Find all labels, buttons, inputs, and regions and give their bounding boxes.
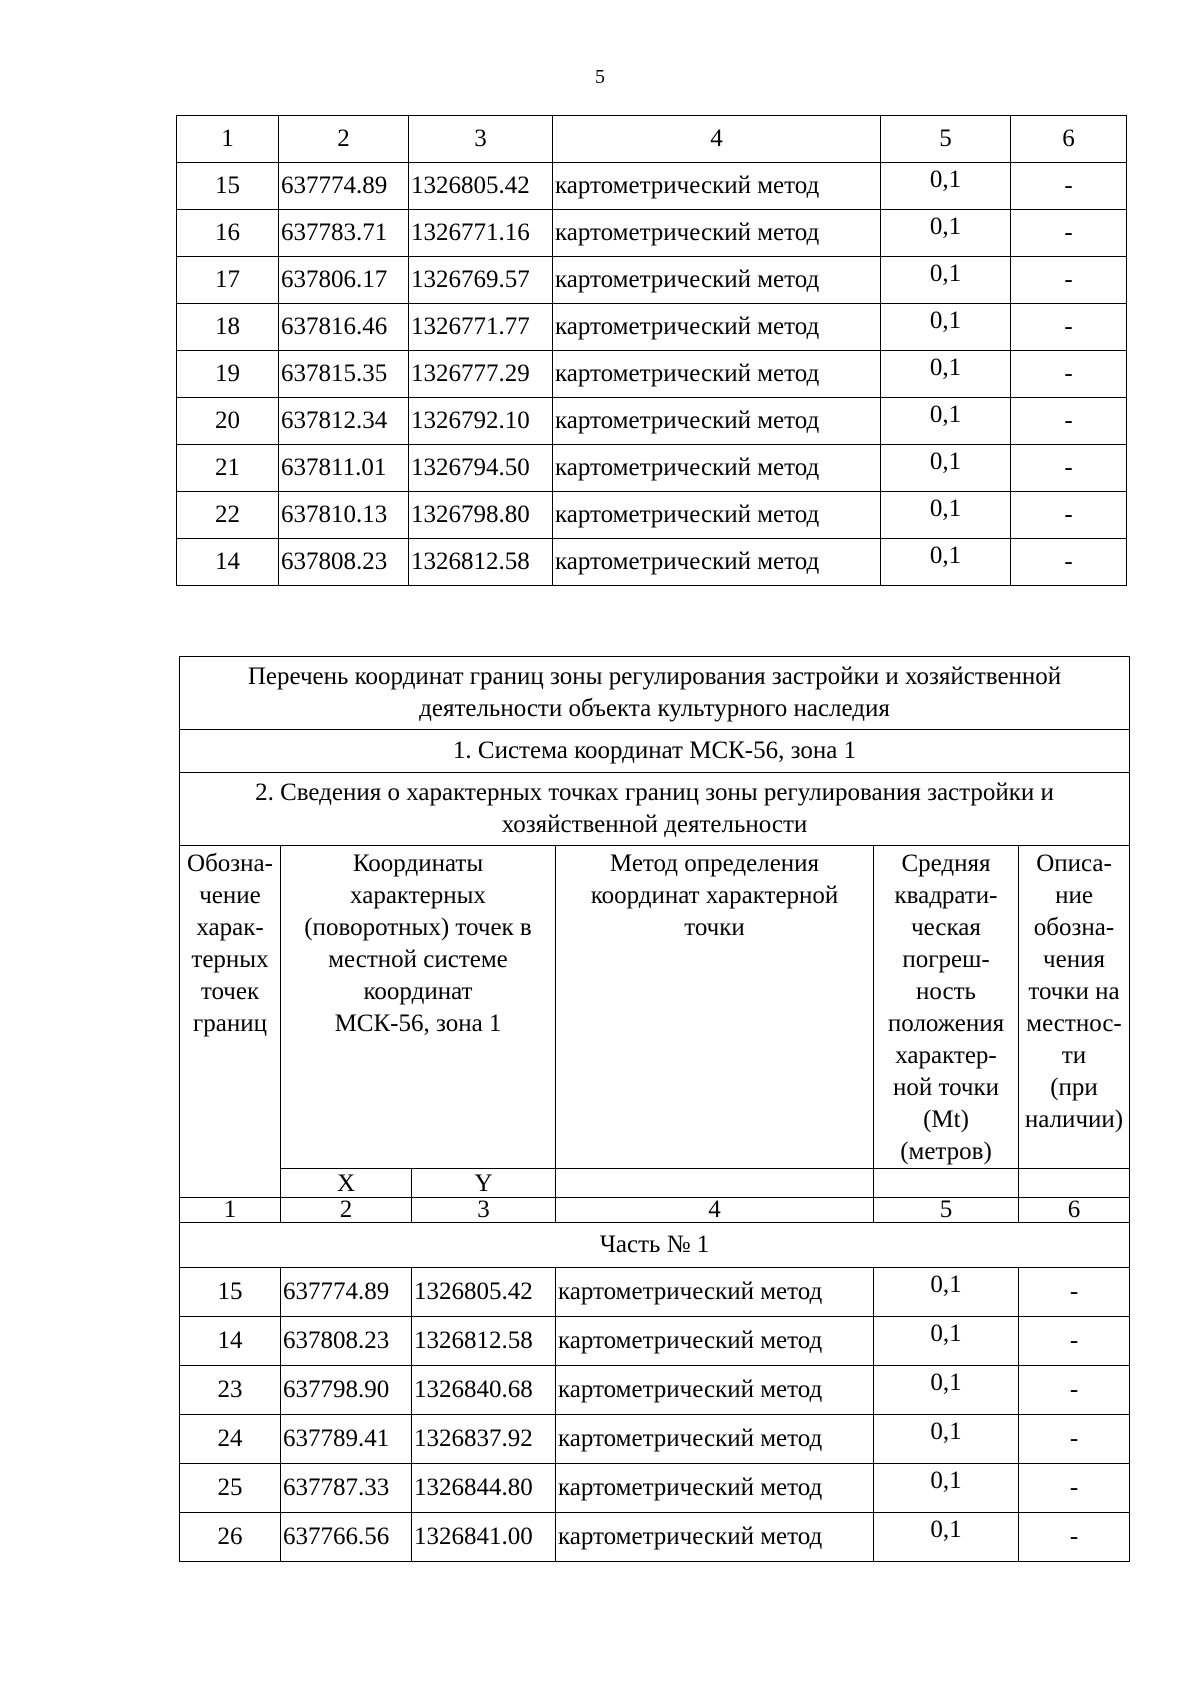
point-id: 23: [180, 1366, 281, 1415]
coord-x: 637808.23: [279, 539, 409, 586]
point-id: 15: [177, 163, 279, 210]
description: -: [1011, 539, 1127, 586]
col-header-description: Описа- ние обозна- чения точки на местнос- ти (при наличии): [1019, 846, 1130, 1169]
coord-y: 1326805.42: [412, 1268, 556, 1317]
col-header-method: Метод определения координат характерной точки: [556, 846, 874, 1169]
col-header-coordinates: Координаты характерных (поворотных) точек в местной системе координат МСК-56, зона 1: [281, 846, 556, 1169]
coord-x: 637808.23: [281, 1317, 412, 1366]
x-label: X: [281, 1169, 412, 1198]
error-value: 0,1: [881, 351, 1011, 398]
coord-y: 1326812.58: [409, 539, 553, 586]
column-number: 3: [412, 1198, 556, 1223]
column-number: 1: [180, 1198, 281, 1223]
error-value: 0,1: [874, 1366, 1019, 1415]
error-value: 0,1: [881, 492, 1011, 539]
error-value: 0,1: [874, 1415, 1019, 1464]
coord-system-row: [180, 730, 1130, 773]
error-value: 0,1: [881, 163, 1011, 210]
col-header-designation: Обозна- чение харак- терных точек границ: [180, 846, 281, 1198]
column-number: 4: [556, 1198, 874, 1223]
error-value: 0,1: [881, 304, 1011, 351]
empty-cell: [556, 1169, 874, 1198]
error-value: 0,1: [881, 257, 1011, 304]
col-header-error: Средняя квадрати- ческая погреш- ность положения характер- ной точки (Mt) (метров): [874, 846, 1019, 1169]
description: -: [1019, 1513, 1130, 1562]
coordinates-table-continuation: [176, 115, 1127, 586]
point-id: 14: [180, 1317, 281, 1366]
description: -: [1019, 1415, 1130, 1464]
description: -: [1019, 1268, 1130, 1317]
coord-x: 637811.01: [279, 445, 409, 492]
point-id: 22: [177, 492, 279, 539]
header-cell: 3: [409, 116, 553, 163]
description: -: [1011, 163, 1127, 210]
point-id: 21: [177, 445, 279, 492]
coord-y: 1326837.92: [412, 1415, 556, 1464]
method: картометрический метод: [556, 1366, 874, 1415]
coord-x: 637816.46: [279, 304, 409, 351]
table-row: [177, 398, 1127, 445]
xy-header-row: [180, 1169, 1130, 1198]
table-row: [180, 1268, 1130, 1317]
method: картометрический метод: [553, 445, 881, 492]
coord-y: 1326794.50: [409, 445, 553, 492]
point-id: 15: [180, 1268, 281, 1317]
header-cell: 5: [881, 116, 1011, 163]
coord-y: 1326777.29: [409, 351, 553, 398]
coord-x: 637798.90: [281, 1366, 412, 1415]
point-id: 25: [180, 1464, 281, 1513]
empty-cell: [874, 1169, 1019, 1198]
error-value: 0,1: [881, 210, 1011, 257]
point-id: 16: [177, 210, 279, 257]
coord-x: 637766.56: [281, 1513, 412, 1562]
description: -: [1019, 1317, 1130, 1366]
coord-y: 1326771.77: [409, 304, 553, 351]
coordinates-list-table: [179, 656, 1130, 1562]
part-label: Часть № 1: [180, 1223, 1130, 1268]
method: картометрический метод: [553, 257, 881, 304]
method: картометрический метод: [553, 210, 881, 257]
description: -: [1011, 304, 1127, 351]
coord-y: 1326805.42: [409, 163, 553, 210]
table-row: [180, 1513, 1130, 1562]
method: картометрический метод: [553, 304, 881, 351]
coord-x: 637789.41: [281, 1415, 412, 1464]
coord-x: 637810.13: [279, 492, 409, 539]
coord-y: 1326840.68: [412, 1366, 556, 1415]
method: картометрический метод: [553, 163, 881, 210]
coord-x: 637806.17: [279, 257, 409, 304]
table-title: Перечень координат границ зоны регулирования застройки и хозяйственной деятельности объекта культурного наследия: [180, 657, 1130, 730]
table-row: [177, 492, 1127, 539]
method: картометрический метод: [553, 398, 881, 445]
method: картометрический метод: [556, 1317, 874, 1366]
description: -: [1011, 445, 1127, 492]
point-id: 26: [180, 1513, 281, 1562]
coord-x: 637774.89: [281, 1268, 412, 1317]
method: картометрический метод: [553, 351, 881, 398]
coord-y: 1326769.57: [409, 257, 553, 304]
coord-y: 1326771.16: [409, 210, 553, 257]
points-info-row: [180, 773, 1130, 846]
table-header-row: [177, 116, 1127, 163]
coord-x: 637815.35: [279, 351, 409, 398]
points-info: 2. Сведения о характерных точках границ зоны регулирования застройки и хозяйственной деятельности: [180, 773, 1130, 846]
coord-x: 637783.71: [279, 210, 409, 257]
table-row: [180, 1415, 1130, 1464]
coord-x: 637774.89: [279, 163, 409, 210]
coord-y: 1326812.58: [412, 1317, 556, 1366]
empty-cell: [1019, 1169, 1130, 1198]
method: картометрический метод: [556, 1464, 874, 1513]
coord-x: 637812.34: [279, 398, 409, 445]
error-value: 0,1: [874, 1317, 1019, 1366]
error-value: 0,1: [874, 1268, 1019, 1317]
table-title-row: [180, 657, 1130, 730]
page-number: 5: [595, 66, 605, 88]
table-row: [177, 304, 1127, 351]
header-cell: 6: [1011, 116, 1127, 163]
coord-y: 1326841.00: [412, 1513, 556, 1562]
point-id: 17: [177, 257, 279, 304]
column-header-row: [180, 846, 1130, 1169]
header-cell: 1: [177, 116, 279, 163]
header-cell: 4: [553, 116, 881, 163]
method: картометрический метод: [553, 492, 881, 539]
description: -: [1011, 398, 1127, 445]
table-row: [180, 1317, 1130, 1366]
error-value: 0,1: [881, 398, 1011, 445]
coord-x: 637787.33: [281, 1464, 412, 1513]
description: -: [1011, 257, 1127, 304]
description: -: [1011, 210, 1127, 257]
table-row: [177, 163, 1127, 210]
column-number: 6: [1019, 1198, 1130, 1223]
point-id: 20: [177, 398, 279, 445]
column-numbers-row: [180, 1198, 1130, 1223]
y-label: Y: [412, 1169, 556, 1198]
description: -: [1019, 1366, 1130, 1415]
method: картометрический метод: [556, 1268, 874, 1317]
table-row: [177, 257, 1127, 304]
error-value: 0,1: [881, 539, 1011, 586]
error-value: 0,1: [874, 1513, 1019, 1562]
table-row: [180, 1464, 1130, 1513]
point-id: 24: [180, 1415, 281, 1464]
coord-y: 1326844.80: [412, 1464, 556, 1513]
description: -: [1011, 492, 1127, 539]
error-value: 0,1: [874, 1464, 1019, 1513]
header-cell: 2: [279, 116, 409, 163]
column-number: 5: [874, 1198, 1019, 1223]
point-id: 18: [177, 304, 279, 351]
table-row: [177, 539, 1127, 586]
coord-y: 1326792.10: [409, 398, 553, 445]
description: -: [1019, 1464, 1130, 1513]
method: картометрический метод: [556, 1513, 874, 1562]
point-id: 19: [177, 351, 279, 398]
part-row: [180, 1223, 1130, 1268]
column-number: 2: [281, 1198, 412, 1223]
description: -: [1011, 351, 1127, 398]
coord-system: 1. Система координат МСК-56, зона 1: [180, 730, 1130, 773]
coord-y: 1326798.80: [409, 492, 553, 539]
method: картометрический метод: [556, 1415, 874, 1464]
table-row: [180, 1366, 1130, 1415]
table-row: [177, 445, 1127, 492]
method: картометрический метод: [553, 539, 881, 586]
error-value: 0,1: [881, 445, 1011, 492]
table-row: [177, 210, 1127, 257]
point-id: 14: [177, 539, 279, 586]
table-row: [177, 351, 1127, 398]
